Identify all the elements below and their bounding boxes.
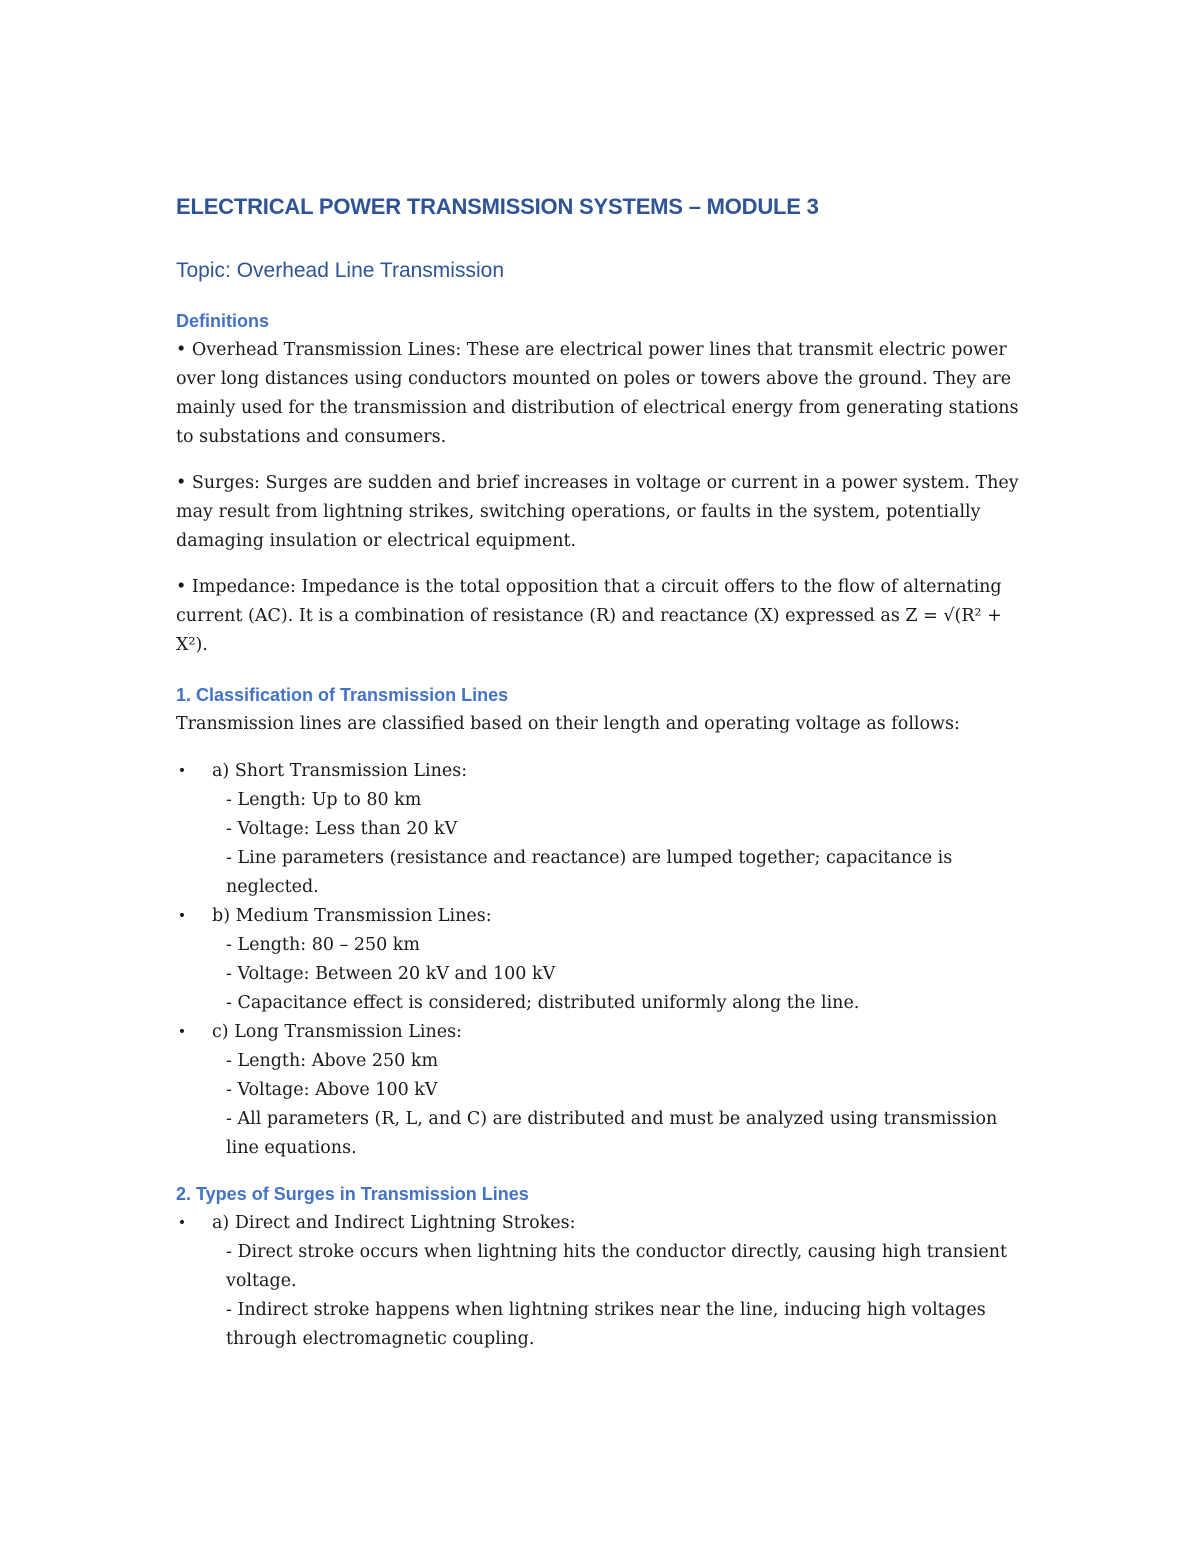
list-item-line: - Direct stroke occurs when lightning hits the conductor directly, causing high transient voltage. — [226, 1242, 1008, 1291]
definition-impedance: • Impedance: Impedance is the total opposition that a circuit offers to the flow of alternating current (AC). It is a combination of resistance (R) and reactance (X) expressed as Z = √(R² + X²). — [176, 577, 1002, 655]
surges-heading: 2. Types of Surges in Transmission Lines — [176, 1184, 529, 1204]
definition-overhead-lines: • Overhead Transmission Lines: These are electrical power lines that transmit electric power over long distances using conductors mounted on poles or towers above the ground. They are mainly used for the transmission and distribution of electrical energy from generating stations to substations and consumers. — [176, 340, 1019, 447]
classification-heading: 1. Classification of Transmission Lines — [176, 685, 509, 705]
topic-heading: Topic: Overhead Line Transmission — [176, 259, 504, 282]
list-item-label: c) Long Transmission Lines: — [212, 1022, 462, 1042]
list-item-line: - Line parameters (resistance and reactance) are lumped together; capacitance is neglected. — [226, 848, 953, 897]
list-item-line: - All parameters (R, L, and C) are distributed and must be analyzed using transmission line equations. — [226, 1109, 998, 1158]
list-item — [176, 1209, 1026, 1354]
list-item-line: - Length: 80 – 250 km — [226, 935, 420, 955]
surges-list — [176, 1209, 1026, 1354]
bullet-icon: • — [177, 1215, 187, 1231]
bullet-icon: • — [177, 908, 187, 924]
document-title: ELECTRICAL POWER TRANSMISSION SYSTEMS – MODULE 3 — [176, 194, 819, 219]
list-item-line: - Indirect stroke happens when lightning strikes near the line, inducing high voltages through electromagnetic coupling. — [226, 1300, 986, 1349]
definitions-heading: Definitions — [176, 311, 269, 331]
list-item-label: a) Direct and Indirect Lightning Strokes: — [212, 1213, 576, 1233]
list-item — [176, 902, 1026, 1018]
list-item-line: - Length: Above 250 km — [226, 1051, 439, 1071]
list-item-line: - Voltage: Above 100 kV — [226, 1080, 438, 1100]
spacer — [176, 1163, 1026, 1179]
classification-intro: Transmission lines are classified based on their length and operating voltage as follows: — [176, 714, 960, 734]
list-item-line: - Capacitance effect is considered; distributed uniformly along the line. — [226, 993, 860, 1013]
bullet-icon: • — [177, 763, 187, 779]
list-item-line: - Voltage: Between 20 kV and 100 kV — [226, 964, 556, 984]
bullet-icon: • — [177, 1024, 187, 1040]
list-item — [176, 757, 1026, 902]
list-item-line: - Length: Up to 80 km — [226, 790, 422, 810]
list-item — [176, 1018, 1026, 1163]
list-item-line: - Voltage: Less than 20 kV — [226, 819, 458, 839]
document-page — [176, 190, 1026, 1354]
definition-surges: • Surges: Surges are sudden and brief increases in voltage or current in a power system. They may result from lightning strikes, switching operations, or faults in the system, potentially damaging insulation or electrical equipment. — [176, 473, 1019, 551]
list-item-label: a) Short Transmission Lines: — [212, 761, 468, 781]
classification-list — [176, 757, 1026, 1163]
list-item-label: b) Medium Transmission Lines: — [212, 906, 492, 926]
